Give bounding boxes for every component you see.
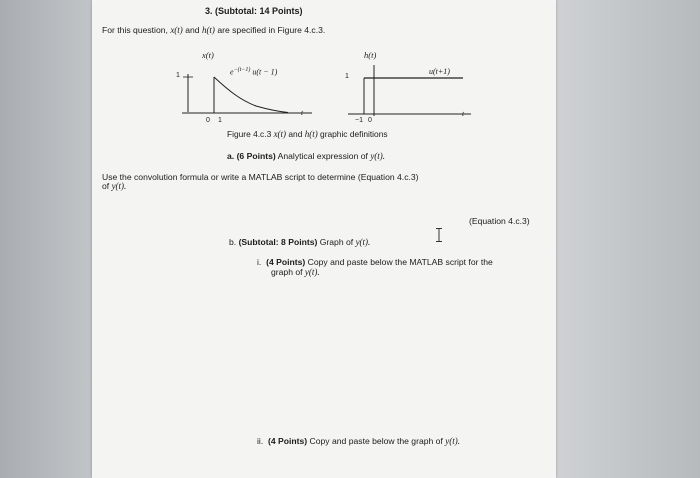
part-b-i-line-1: i. (4 Points) Copy and paste below the MATLAB script for the xyxy=(257,257,493,267)
figure-4c3 xyxy=(178,40,478,130)
question-subtotal: (Subtotal: 14 Points) xyxy=(215,6,303,16)
part-b-i-line-2: graph of y(t). xyxy=(271,267,320,277)
part-a-instruction-1: Use the convolution formula or write a MATLAB script to determine (Equation 4.c.3) xyxy=(102,172,419,182)
h-axis-label: h(t) xyxy=(364,50,377,60)
x-one-label: 1 xyxy=(218,117,222,124)
x-t-label: t xyxy=(301,108,304,117)
h-t-label: t xyxy=(462,109,465,118)
question-number: 3. xyxy=(205,6,213,16)
x-tick-one-label: 1 xyxy=(176,72,180,79)
text-cursor-icon xyxy=(436,228,441,242)
x-axis-label: x(t) xyxy=(202,50,214,60)
x-expression: $e^{-(t-1)}$ u(t − 1) xyxy=(230,67,278,77)
equation-ref: (Equation 4.c.3) xyxy=(469,216,530,226)
part-b-heading: b. (Subtotal: 8 Points) Graph of y(t). xyxy=(229,237,371,247)
part-b-ii: ii. (4 Points) Copy and paste below the graph of y(t). xyxy=(257,436,460,446)
h-minus-one-label: −1 xyxy=(355,117,363,124)
x-decay-curve xyxy=(214,77,288,113)
part-a-instruction-2: of y(t). xyxy=(102,181,127,191)
question-intro: For this question, x(t) and h(t) are specified in Figure 4.c.3. xyxy=(102,25,326,35)
background-right xyxy=(556,0,700,478)
background-left xyxy=(0,0,92,478)
question-header xyxy=(205,6,303,16)
h-plot xyxy=(348,65,471,116)
h-tick-one-label: 1 xyxy=(345,73,349,80)
part-a-heading: a. (6 Points) Analytical expression of y(t). xyxy=(227,151,386,161)
document-page xyxy=(92,0,556,478)
x-zero-label: 0 xyxy=(206,117,210,124)
x-plot xyxy=(182,74,312,113)
figure-caption: Figure 4.c.3 x(t) and h(t) graphic definitions xyxy=(227,129,388,139)
h-expression: u(t+1) xyxy=(429,67,450,76)
h-zero-label: 0 xyxy=(368,117,372,124)
